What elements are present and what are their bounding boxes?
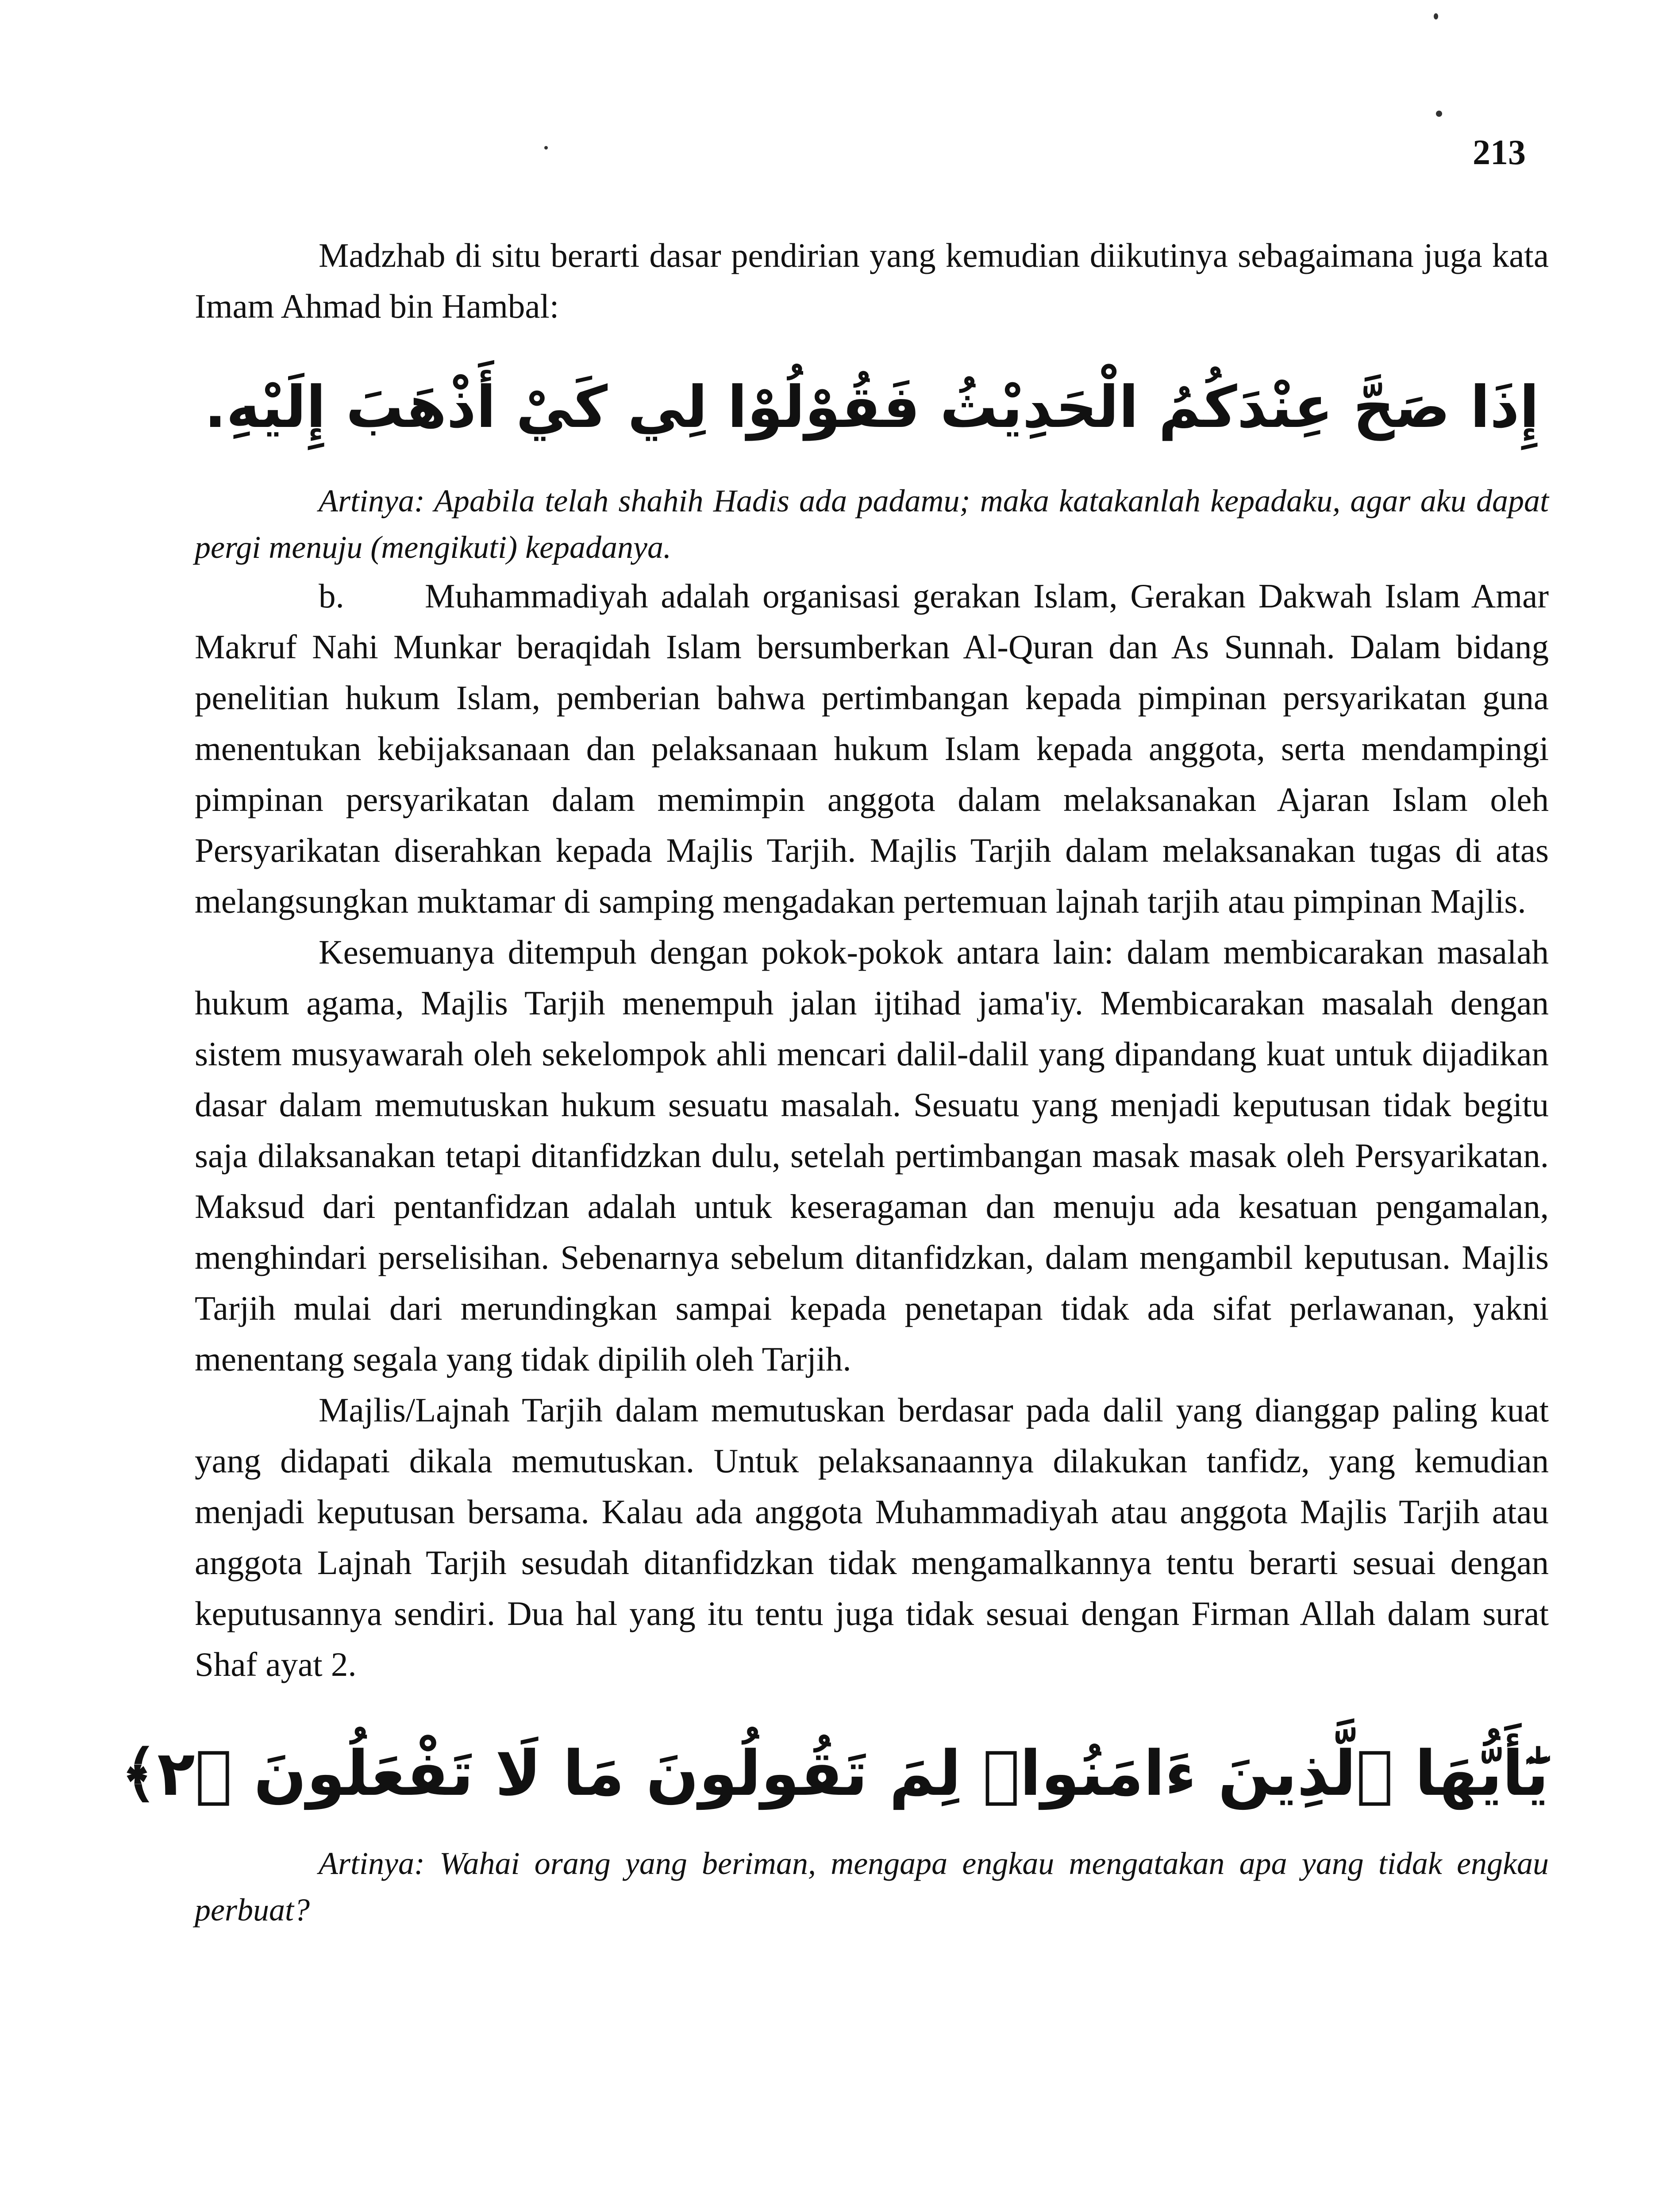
- item-b-label: b.: [319, 577, 344, 615]
- arabic-quote-ahmad: إِذَا صَحَّ عِنْدَكُمُ الْحَدِيْثُ فَقُوْلُوْا لِي كَيْ أَذْهَبَ إِلَيْهِ.: [204, 373, 1539, 441]
- scan-speck: [1436, 111, 1442, 117]
- item-b-text: Muhammadiyah adalah organisasi gerakan Islam, Gerakan Dakwah Islam Amar Makruf Nahi Munkar beraqidah Islam bersumberkan Al-Quran dan As Sunnah. Dalam bidang penelitian hukum Islam, pemberian bahwa pertimbangan kepada pimpinan persyarikatan guna menentukan kebijaksanaan dan pelaksanaan hukum Islam kepada anggota, serta mendampingi pimpinan persyarikatan dalam memimpin anggota dalam melaksanakan Ajaran Islam oleh Persyarikatan diserahkan kepada Majlis Tarjih. Majlis Tarjih dalam melaksanakan tugas di atas melangsungkan muktamar di samping mengadakan pertemuan lajnah tarjih atau pimpinan Majlis.: [195, 577, 1549, 920]
- arabic-quote-shaf: يَٰٓأَيُّهَا ٱلَّذِينَ ءَامَنُوا۟ لِمَ تَقُولُونَ مَا لَا تَفْعَلُونَ ﴿٢﴾: [121, 1738, 1549, 1810]
- item-b-paragraph: [195, 571, 1549, 927]
- page-body: [121, 230, 1549, 1933]
- scan-speck: [544, 146, 548, 150]
- intro-paragraph: Madzhab di situ berarti dasar pendirian yang kemudian diikutinya sebagaimana juga kata Imam Ahmad bin Hambal:: [195, 236, 1549, 325]
- page-number: 213: [1473, 133, 1526, 172]
- paragraph-methods: Kesemuanya ditempuh dengan pokok-pokok antara lain: dalam membicarakan masalah hukum agama, Majlis Tarjih menempuh jalan ijtihad jama'iy. Membicarakan masalah dengan sistem musyawarah oleh sekelompok ahli mencari dalil-dalil yang dipandang kuat untuk dijadikan dasar dalam memutuskan hukum sesuatu masalah. Sesuatu yang menjadi keputusan tidak begitu saja dilaksanakan tetapi ditanfidzkan dulu, setelah pertimbangan masak masak oleh Persyarikatan. Maksud dari pentanfidzan adalah untuk keseragaman dan menuju ada kesatuan pengamalan, menghindari perselisihan. Sebenarnya sebelum ditanfidzkan, dalam mengambil keputusan. Majlis Tarjih mulai dari merundingkan sampai kepada penetapan tidak ada sifat perlawanan, yakni menentang segala yang tidak dipilih oleh Tarjih.: [195, 933, 1549, 1378]
- translation-ahmad: Artinya: Apabila telah shahih Hadis ada padamu; maka katakanlah kepadaku, agar aku dapat pergi menuju (mengikuti) kepadanya.: [195, 483, 1549, 565]
- scan-speck: [1434, 13, 1438, 19]
- paragraph-majlis-lajnah: Majlis/Lajnah Tarjih dalam memutuskan berdasar pada dalil yang dianggap paling kuat yang didapati dikala memutuskan. Untuk pelaksanaannya dilakukan tanfidz, yang kemudian menjadi keputusan bersama. Kalau ada anggota Muhammadiyah atau anggota Majlis Tarjih atau anggota Lajnah Tarjih sesudah ditanfidzkan tidak mengamalkannya tentu berarti sesuai dengan keputusannya sendiri. Dua hal yang itu tentu juga tidak sesuai dengan Firman Allah dalam surat Shaf ayat 2.: [195, 1391, 1549, 1683]
- translation-shaf: Artinya: Wahai orang yang beriman, mengapa engkau mengatakan apa yang tidak engkau perbuat?: [195, 1846, 1549, 1928]
